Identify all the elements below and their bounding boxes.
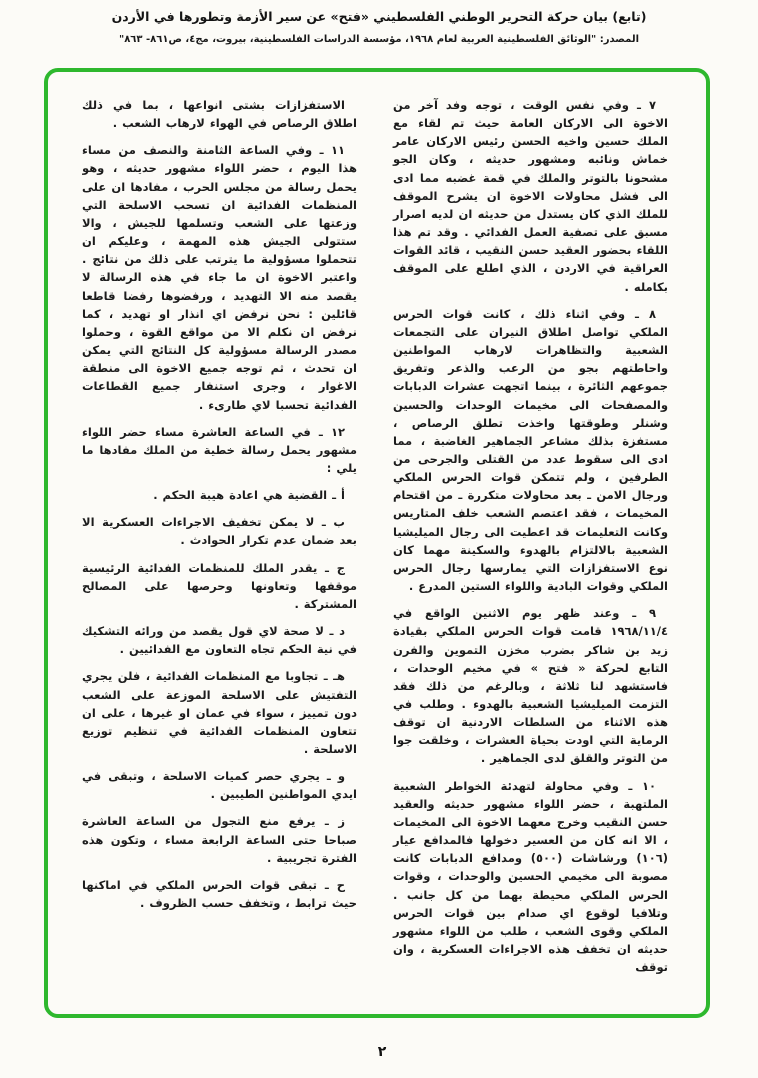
document-header <box>0 8 758 47</box>
paragraph: ج ـ يقدر الملك للمنظمات الفدائية الرئيسية موقفها وتعاونها وحرصها على المصالح المشتركة . <box>82 560 357 611</box>
paragraph: ز ـ يرفع منع التجول من الساعة العاشرة صباحا حتى الساعة الرابعة مساء ، وتكون هذه الفترة تجريبية . <box>82 814 357 865</box>
text-column-right <box>393 96 668 994</box>
paragraph: أ ـ القضية هي اعادة هيبة الحكم . <box>153 488 345 503</box>
text-column-left <box>82 96 357 994</box>
paragraph: د ـ لا صحة لاي قول يقصد من ورائه التشكيك في نية الحكم تجاه التعاون مع الفدائيين . <box>82 624 357 657</box>
paragraph: و ـ يجري حصر كميات الاسلحة ، وتبقى في ايدي المواطنين الطيبين . <box>82 769 357 802</box>
paragraph: ح ـ تبقى قوات الحرس الملكي في اماكنها حيث ترابط ، وتخفف حسب الظروف . <box>82 877 357 911</box>
paragraph: ١٠ ـ وفي محاولة لتهدئة الخواطر الشعبية الملتهبة ، حضر اللواء مشهور حديثه والعقيد حسن النقيب وخرج معهما الاخوة الى المخيمات ، الا انه كان من العسير دخولها فالمدافع عيار (١٠٦) ورشاشات (٥٠٠) ومدافع الدبابات كانت مصوبة الى مخيمي الحسين والوحدات ، وقوات الحرس الملكي محيطة بهما من كل جانب . وتلافيا لوقوع اي صدام بين قوات الحرس الملكي وقوى الشعب ، طلب من اللواء مشهور حديثه ان تخفف هذه الاجراءات العسكرية ، وان توقف <box>393 778 668 975</box>
document-body <box>82 96 668 994</box>
paragraph: ١٢ ـ في الساعة العاشرة مساء حضر اللواء مشهور يحمل رسالة خطية من الملك مفادها ما يلي : <box>82 424 357 475</box>
paragraph: الاستفزازات بشتى انواعها ، بما في ذلك اطلاق الرصاص في الهواء لارهاب الشعب . <box>82 98 357 131</box>
document-title: (تابع) بيان حركة التحرير الوطني الفلسطيني «فتح» عن سير الأزمة وتطورها في الأردن <box>111 9 647 24</box>
paragraph: ٧ ـ وفي نفس الوقت ، توجه وفد آخر من الاخوة الى الاركان العامة حيث تم لقاء مع الملك حسين واخيه الحسن رئيس الاركان عامر خماش ونائبه ومشهور حديثه ، وكان الجو مشحونا بالتوتر والملك في قمة غضبه مما ادى الى فشل محاولات الاخوة ان يشرح الموقف للملك الذي كان يستدل من حديثه ان لديه اصرار مسبق على تصفية العمل الفدائي . وقد تم هذا اللقاء بحضور العقيد حسن النقيب ، قائد القوات العراقية في الاردن ، الذي اطلع على الموقف بكامله . <box>393 98 668 294</box>
content-border-frame <box>44 68 710 1018</box>
paragraph: ٩ ـ وعند ظهر يوم الاثنين الواقع في ١٩٦٨/١١/٤ قامت قوات الحرس الملكي بقيادة زيد بن شاكر بضرب مخزن التموين والفرن التابع لحركة « فتح » في مخيم الوحدات ، فاستشهد لنا ثلاثة ، وبالرغم من ذلك فقد التزمت الميليشيا الشعبية بالهدوء . وطلب في هذه الاثناء من السلطات الاردنية ان توقف الرماية التي اودت بحياة العشرات ، وخلقت جوا من التوتر والقلق لدى الجماهير . <box>393 606 668 766</box>
page-number: ٢ <box>377 1044 387 1060</box>
paragraph: هـ ـ تجاوبا مع المنظمات الفدائية ، فلن يجري التفتيش على الاسلحة الموزعة على الشعب دون تمييز ، سواء في عمان او غيرها ، على ان تتعاون المنظمات الفدائية في تنظيم توزيع الاسلحة . <box>82 669 357 756</box>
paragraph: ب ـ لا يمكن تخفيف الاجراءات العسكرية الا بعد ضمان عدم تكرار الحوادث . <box>82 515 357 548</box>
paragraph: ١١ ـ وفي الساعة الثامنة والنصف من مساء هذا اليوم ، حضر اللواء مشهور حديثه ، وهو يحمل رسالة من مجلس الحرب ، مفادها ان على المنظمات الفدائية ان تسحب الاسلحة التي وزعتها على الشعب وتسلمها للجيش ، والا ستتولى الجيش هذه المهمة ، وعليكم ان تتحملوا مسؤولية ما يترتب على ذلك من نتائج . واعتبر الاخوة ان ما جاء في هذه الرسالة لا يقصد منه الا التهديد ، ورفضوها رفضا قاطعا قائلين : نحن نرفض اي انذار او تهديد ، كما نرفض ان نكلم الا من مواقع القوة ، وحملوا مصدر الرسالة مسؤولية كل النتائج التي يمكن ان تحدث ، ثم توجه جميع الاخوة الى منطقة الاغوار ، وجرى استنفار جميع القطاعات الفدائية تحسبا لاي طارىء . <box>82 143 357 412</box>
document-source-line: المصدر: "الوثائق الفلسطينية العربية لعام ١٩٦٨، مؤسسة الدراسات الفلسطينية، بيروت، مج٤، ص٨٦١- ٨٦٣" <box>118 33 640 45</box>
paragraph: ٨ ـ وفي اثناء ذلك ، كانت قوات الحرس الملكي تواصل اطلاق النيران على التجمعات الشعبية والتظاهرات لارهاب المواطنين واحاطتهم بجو من الرعب والذعر وتفريق جموعهم الثائرة ، بينما اتجهت عشرات الدبابات والمصفحات الى مخيمات الوحدات والحسين وشنلر وطوقتها واخذت تطلق الرصاص ، مستفزة بذلك مشاعر الجماهير الغاضبة ، مما ادى الى سقوط عدد من القتلى والجرحى من الطرفين ، ولم تتمكن قوات الحرس الملكي ورجال الامن ـ بعد محاولات متكررة ـ من اقتحام المخيمات ، فقد اعتصم الشعب خلف المتاريس وكانت التعليمات قد اعطيت الى رجال الميليشيا الشعبية بالالتزام بالهدوء والسكينة مهما كان نوع الاستفزازات التي يمارسها رجال الحرس الملكي وقوات البادية واللواء الستين المدرع . <box>393 306 668 594</box>
